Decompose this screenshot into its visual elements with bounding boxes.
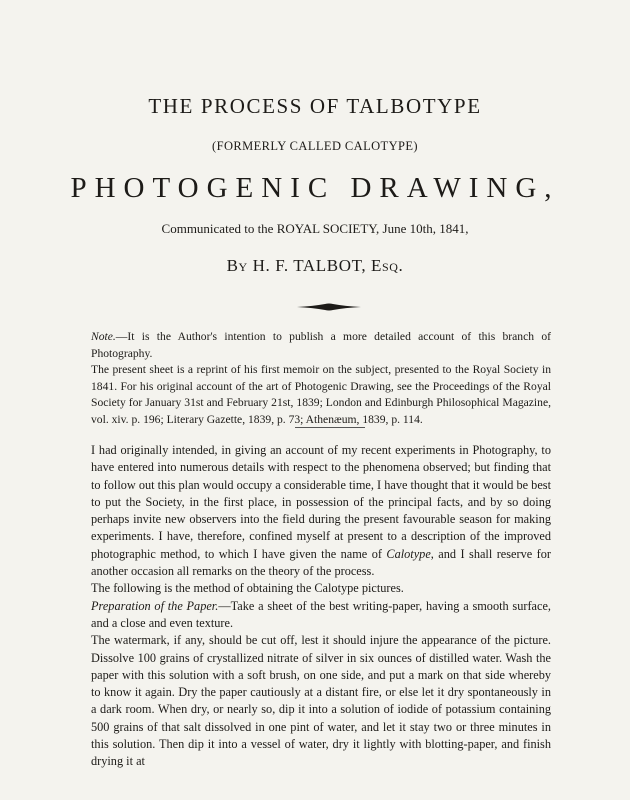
note-text-2: The present sheet is a reprint of his first memoir on the subject, presented to the Royal Society in 1841. For his original account of the art of Photogenic Drawing, see the Proceedings of the Royal Society for January 31st and February 21st, 1839; London and Edinburgh Philosophical Magazine, vol. xiv. p. 196; Literary Gazette, 1839, p. 73; Athenæum, 1839, p. 114.	[91, 363, 551, 426]
ornament-divider-icon	[297, 303, 361, 311]
main-title: PHOTOGENIC DRAWING,	[70, 172, 560, 204]
paragraph-3: —Take a sheet of the best writing-paper, having a smooth surface, and a close and even texture.	[91, 598, 551, 630]
preparation-heading: Preparation of the Paper.	[91, 598, 219, 613]
paragraph-1-start: I had originally intended, in giving an account of my recent experiments in Photography, to have entered into numerous details with respect to the phenomena observed; but finding that to follow out this plan would occupy a considerable time, I have thought that it would be best to put the Society, in the first place, in possession of the principal facts, and by so doing perhaps invite new observers into the field during the present favourable season for making experiments. I have, therefore, confined myself at present to a description of the improved photographic method, to which I have given the name of	[91, 443, 551, 561]
paragraph-1-end: , and I shall reserve for another occasion all remarks on the theory of the process.	[91, 546, 551, 579]
calotype-term: Calotype	[386, 546, 431, 561]
note-text-1: —It is the Author's intention to publish a more detailed account of this branch of Photography.	[91, 330, 551, 360]
note-label: Note.	[91, 330, 116, 343]
note-section	[91, 329, 551, 428]
author-line: By H. F. TALBOT, Esq.	[226, 256, 404, 275]
paragraph-2: The following is the method of obtaining the Calotype pictures.	[91, 581, 404, 596]
document-title: THE PROCESS OF TALBOTYPE	[148, 94, 482, 118]
communicated-line: Communicated to the ROYAL SOCIETY, June 10th, 1841,	[161, 221, 469, 236]
section-divider	[295, 427, 365, 428]
body-text	[91, 442, 551, 771]
document-subtitle: (FORMERLY CALLED CALOTYPE)	[212, 139, 418, 153]
paragraph-4: The watermark, if any, should be cut off, lest it should injure the appearance of the picture. Dissolve 100 grains of crystallized nitrate of silver in six ounces of distilled water. Wash the paper with this solution with a soft brush, on one side, and put a mark on that side whereby to know it again. Dry the paper cautiously at a distant fire, or else let it dry spontaneously in a dark room. When dry, or nearly so, dip it into a solution of iodide of potassium containing 500 grains of that salt dissolved in one pint of water, and let it stay two or three minutes in this solution. Then dip it into a vessel of water, dry it lightly with blotting-paper, and finish drying it at	[91, 633, 551, 769]
